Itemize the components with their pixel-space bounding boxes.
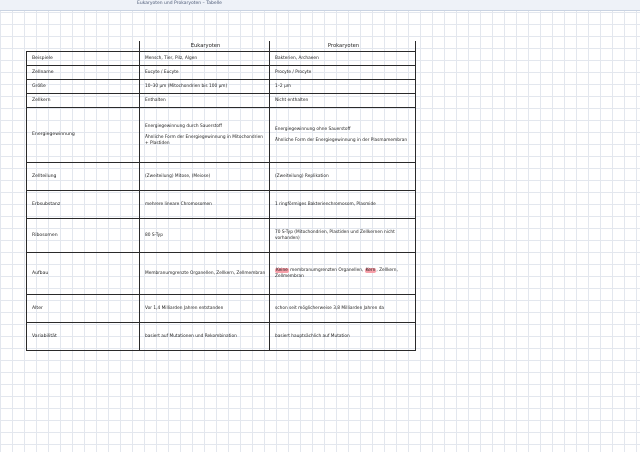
cell-eukaryoten: Membranumgrenzte Organellen, Zellkern, Zellmembran: [140, 253, 270, 295]
table-row: [27, 191, 416, 219]
table-row: [27, 163, 416, 191]
cell-eukaryoten: Enthalten: [140, 94, 270, 108]
cell-eukaryoten: Eucyte / Eucyte: [140, 66, 270, 80]
cell-prokaryoten: [270, 108, 416, 163]
cell-prokaryoten: Nicht enthalten: [270, 94, 416, 108]
header-blank: [27, 41, 140, 52]
cell-prokaryoten: basiert hauptsächlich auf Mutation: [270, 323, 416, 351]
row-label: Aufbau: [27, 253, 140, 295]
highlight-mark: Keine: [276, 268, 288, 274]
row-label: Variabilität: [27, 323, 140, 351]
cell-eukaryoten: 80 S-Typ: [140, 219, 270, 253]
row-label: Alter: [27, 295, 140, 323]
table-row: [27, 295, 416, 323]
table-row: [27, 66, 416, 80]
cell-prokaryoten: (Zweiteilung) Replikation: [270, 163, 416, 191]
cell-prokaryoten: 70 S-Typ (Mitochondrien, Plastiden und Zellkernen nicht vorhanden): [270, 219, 416, 253]
cell-eukaryoten: Vor 1,4 Milliarden Jahren entstanden: [140, 295, 270, 323]
table-row: [27, 52, 416, 66]
document-titlebar: [0, 0, 640, 11]
table-row: [27, 80, 416, 94]
row-label: Zellname: [27, 66, 140, 80]
row-label: Erbsubstanz: [27, 191, 140, 219]
table-row: [27, 108, 416, 163]
table-row: [27, 94, 416, 108]
header-row: [27, 41, 416, 52]
row-label: Größe: [27, 80, 140, 94]
cell-line: Ähnliche Form der Energiegewinnung in der Plasmamembran: [275, 138, 408, 143]
row-label: Zellteilung: [27, 163, 140, 191]
cell-text: membranumgrenzten Organellen,: [288, 268, 365, 274]
cell-prokaryoten: 1 ringförmiges Bakterienchromosom, Plasmide: [270, 191, 416, 219]
cell-prokaryoten: Bakterien, Archaeen: [270, 52, 416, 66]
cell-line: Energiegewinnung ohne Sauerstoff: [275, 126, 351, 132]
cell-eukaryoten: (Zweiteilung) Mitose, (Meiose): [140, 163, 270, 191]
table-row: [27, 323, 416, 351]
cell-prokaryoten: Procyte / Procyte: [270, 66, 416, 80]
cell-eukaryoten: 10–30 µm (Mitochondrien bis 100 µm): [140, 80, 270, 94]
row-label: Energiegewinnung: [27, 108, 140, 163]
document-title: Eukaryoten und Prokaryoten – Tabelle: [137, 1, 222, 6]
cell-prokaryoten: schon seit möglicherweise 3,8 Milliarden Jahren da: [270, 295, 416, 323]
table-row: [27, 253, 416, 295]
cell-prokaryoten: [270, 253, 416, 295]
highlight-mark: Kern: [365, 268, 376, 274]
cell-prokaryoten: 1–2 µm: [270, 80, 416, 94]
header-prokaryoten: Prokaryoten: [270, 41, 416, 52]
cell-eukaryoten: Mensch, Tier, Pilz, Algen: [140, 52, 270, 66]
cell-text: , Zellkern, Zellmembran: [275, 268, 398, 279]
row-label: Ribosomen: [27, 219, 140, 253]
cell-line: Ähnliche Form der Energiegewinnung in Mitochondrien + Plastiden: [145, 135, 263, 146]
header-eukaryoten: Eukaryoten: [140, 41, 270, 52]
table-row: [27, 219, 416, 253]
row-label: Beispiele: [27, 52, 140, 66]
cell-eukaryoten: mehrere lineare Chromosomen: [140, 191, 270, 219]
row-label: Zellkern: [27, 94, 140, 108]
comparison-table: [26, 41, 416, 351]
cell-line: Energiegewinnung durch Sauerstoff: [145, 123, 222, 129]
cell-eukaryoten: [140, 108, 270, 163]
cell-eukaryoten: basiert auf Mutationen und Rekombination: [140, 323, 270, 351]
